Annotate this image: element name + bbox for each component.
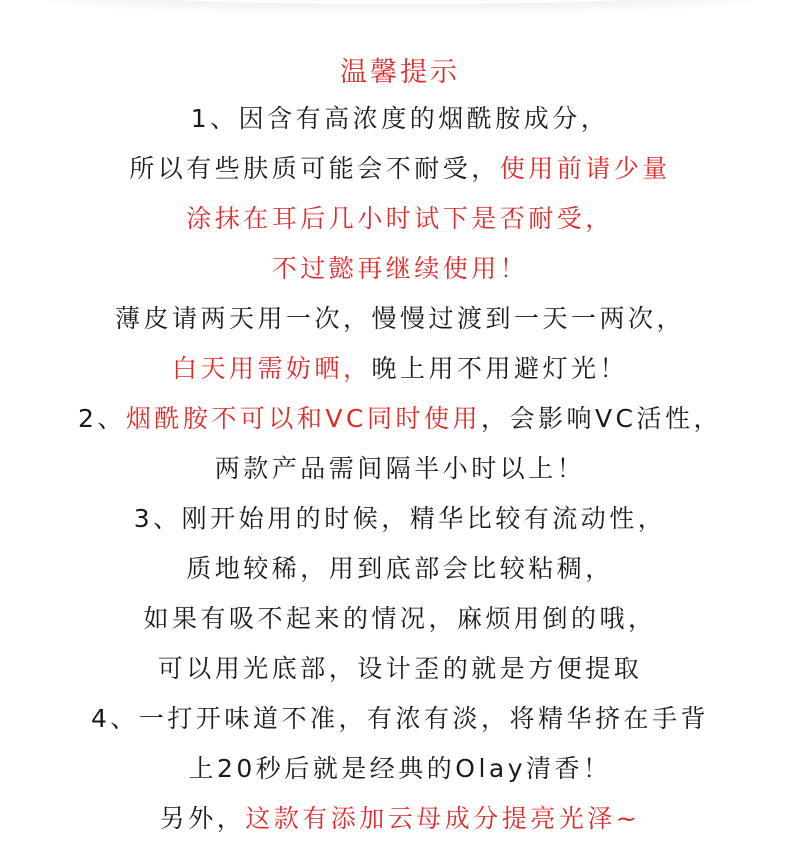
notice-line	[0, 394, 800, 444]
notice-line	[0, 94, 800, 144]
notice-line	[0, 544, 800, 594]
highlight-text: 烟酰胺不可以和VC同时使用	[125, 404, 481, 433]
notice-line	[0, 444, 800, 494]
body-text: 上20秒后就是经典的Olay清香！	[188, 754, 612, 783]
highlight-text: 不过懿再继续使用！	[271, 254, 529, 283]
highlight-text: 这款有添加云母成分提亮光泽~	[245, 804, 641, 833]
notice-title: 温馨提示	[340, 57, 460, 88]
notice-line	[0, 144, 800, 194]
notice-line	[0, 594, 800, 644]
body-text: 如果有吸不起来的情况，麻烦用倒的哦，	[143, 604, 657, 633]
body-text: 晚上用不用避灯光！	[371, 354, 629, 383]
body-text: 2、	[77, 404, 126, 433]
notice-line	[0, 794, 800, 844]
body-text: 质地较稀，用到底部会比较粘稠，	[186, 554, 614, 583]
warm-tips-notice	[0, 52, 800, 844]
notice-line	[0, 294, 800, 344]
body-text: 所以有些肤质可能会不耐受，	[129, 154, 500, 183]
notice-line	[0, 494, 800, 544]
notice-line	[0, 344, 800, 394]
highlight-text: 涂抹在耳后几小时试下是否耐受，	[186, 204, 614, 233]
highlight-text: 使用前请少量	[499, 154, 671, 183]
body-text: ，会影响VC活性，	[480, 404, 723, 433]
body-text: 薄皮请两天用一次，慢慢过渡到一天一两次，	[114, 304, 685, 333]
highlight-text: 白天用需妨晒，	[171, 354, 372, 383]
notice-line	[0, 194, 800, 244]
notice-line	[0, 694, 800, 744]
notice-line	[0, 744, 800, 794]
body-text: 1、因含有高浓度的烟酰胺成分，	[190, 104, 610, 133]
notice-line	[0, 244, 800, 294]
body-text: 可以用光底部，设计歪的就是方便提取	[157, 654, 643, 683]
body-text: 另外，	[159, 804, 246, 833]
top-decorative-arc	[40, 0, 760, 4]
body-text: 3、刚开始用的时候，精华比较有流动性，	[133, 504, 667, 533]
body-text: 4、一打开味道不准，有浓有淡，将精华挤在手背	[91, 704, 709, 733]
body-text: 两款产品需间隔半小时以上！	[214, 454, 586, 483]
notice-body	[0, 94, 800, 844]
notice-line	[0, 644, 800, 694]
